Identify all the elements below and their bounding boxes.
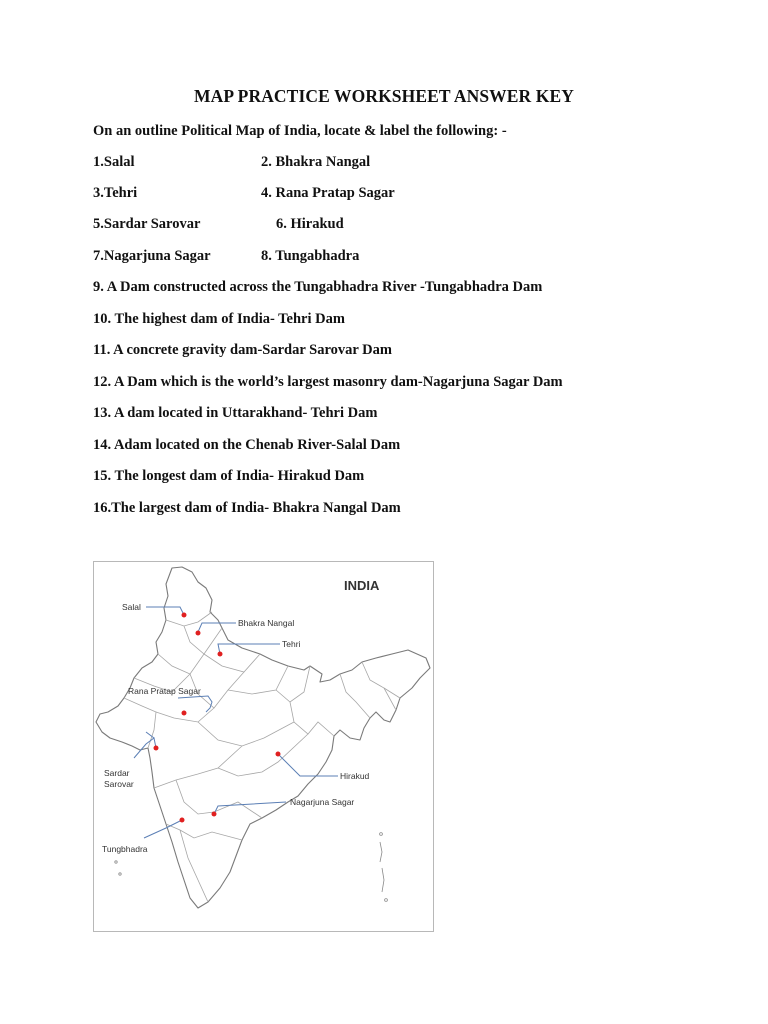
tungabhadra-marker <box>180 818 185 823</box>
list-item-left: 7.Nagarjuna Sagar <box>93 248 211 264</box>
instruction-text: On an outline Political Map of India, locate & label the following: - <box>93 123 507 139</box>
islands <box>115 833 388 902</box>
tehri-marker <box>218 652 223 657</box>
label-bhakra-nangal: Bhakra Nangal <box>238 618 295 628</box>
label-rana-pratap-sagar: Rana Pratap Sagar <box>128 686 201 696</box>
salal-marker <box>182 613 187 618</box>
answer-line: 16.The largest dam of India- Bhakra Nangal Dam <box>93 500 401 516</box>
list-item-left: 1.Salal <box>93 154 135 170</box>
page-title: MAP PRACTICE WORKSHEET ANSWER KEY <box>194 86 574 106</box>
answer-line: 12. A Dam which is the world’s largest masonry dam-Nagarjuna Sagar Dam <box>93 374 563 390</box>
answer-line: 11. A concrete gravity dam-Sardar Sarovar Dam <box>93 342 392 358</box>
nagarjuna-sagar-marker <box>212 812 217 817</box>
label-nagarjuna-sagar: Nagarjuna Sagar <box>290 797 355 807</box>
label-tungbhadra: Tungbhadra <box>102 844 148 854</box>
sardar-sarovar-marker <box>154 746 159 751</box>
label-sardar: Sardar <box>104 768 130 778</box>
list-item-left: 3.Tehri <box>93 185 138 201</box>
answer-line: 15. The longest dam of India- Hirakud Dam <box>93 468 365 484</box>
answer-line: 9. A Dam constructed across the Tungabhadra River -Tungabhadra Dam <box>93 279 543 295</box>
list-item-right: 2. Bhakra Nangal <box>261 154 371 170</box>
india-map <box>93 561 434 932</box>
label-hirakud: Hirakud <box>340 771 370 781</box>
label-tehri: Tehri <box>282 639 301 649</box>
list-item-right: 8. Tungabhadra <box>261 248 360 264</box>
rana-pratap-sagar-marker <box>182 711 187 716</box>
bhakra-nangal-marker <box>196 631 201 636</box>
map-title: INDIA <box>344 578 380 593</box>
label-sarovar: Sarovar <box>104 779 134 789</box>
list-item-left: 5.Sardar Sarovar <box>93 216 201 232</box>
label-salal: Salal <box>122 602 141 612</box>
list-item-right: 4. Rana Pratap Sagar <box>261 185 395 201</box>
hirakud-marker <box>276 752 281 757</box>
answer-line: 10. The highest dam of India- Tehri Dam <box>93 311 345 327</box>
answer-line: 13. A dam located in Uttarakhand- Tehri Dam <box>93 405 378 421</box>
india-map-drawing <box>94 562 433 931</box>
answer-line: 14. Adam located on the Chenab River-Salal Dam <box>93 437 401 453</box>
list-item-right: 6. Hirakud <box>276 216 344 232</box>
